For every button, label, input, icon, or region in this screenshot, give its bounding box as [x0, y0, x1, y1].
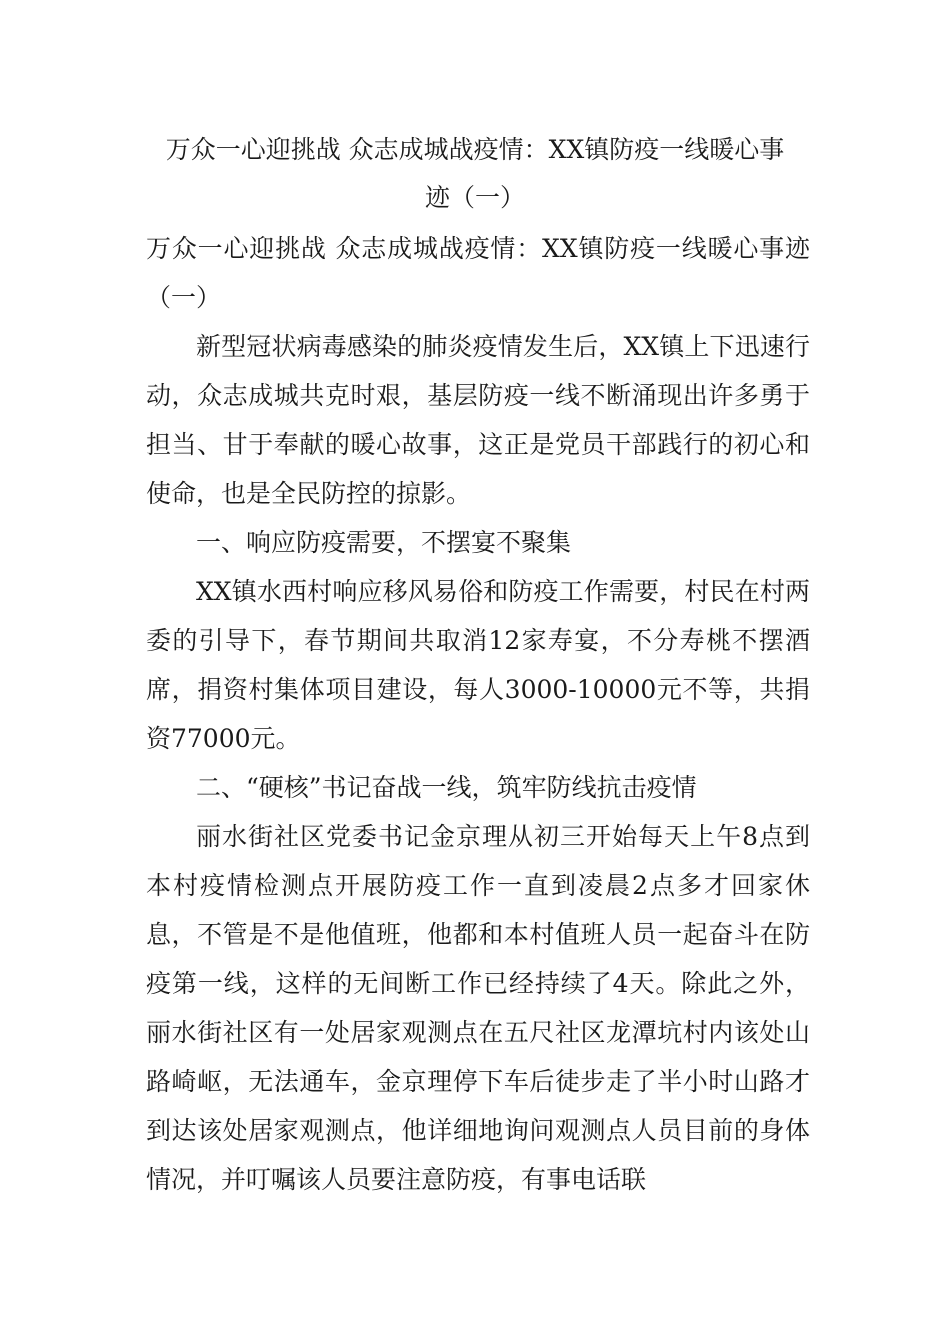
section-1-paragraph: XX镇水西村响应移风易俗和防疫工作需要，村民在村两委的引导下，春节期间共取消12家寿宴，不分寿桃不摆酒席，捐资村集体项目建设，每人3000-10000元不等，共捐资77000元。	[146, 577, 810, 753]
subtitle-paragraph: 万众一心迎挑战 众志成城战疫情：XX镇防疫一线暖心事迹（一）	[146, 234, 810, 312]
title-line-1: 万众一心迎挑战 众志成城战疫情：XX镇防疫一线暖心事	[165, 135, 785, 164]
title-line-2: 迹（一）	[424, 183, 525, 212]
intro-paragraph: 新型冠状病毒感染的肺炎疫情发生后，XX镇上下迅速行动，众志成城共克时艰，基层防疫一线不断涌现出许多勇于担当、甘于奉献的暖心故事，这正是党员干部践行的初心和使命，也是全民防控的掠影。	[146, 332, 810, 508]
section-heading-2: 二、“硬核”书记奋战一线，筑牢防线抗击疫情	[196, 773, 697, 802]
section-heading-1: 一、响应防疫需要，不摆宴不聚集	[196, 528, 572, 557]
document-body	[146, 224, 810, 1204]
section-2-paragraph: 丽水街社区党委书记金京理从初三开始每天上午8点到本村疫情检测点开展防疫工作一直到凌晨2点多才回家休息，不管是不是他值班，他都和本村值班人员一起奋斗在防疫第一线，这样的无间断工作已经持续了4天。除此之外，丽水街社区有一处居家观测点在五尺社区龙潭坑村内该处山路崎岖，无法通车，金京理停下车后徒步走了半小时山路才到达该处居家观测点，他详细地询问观测点人员目前的身体情况，并叮嘱该人员要注意防疫，有事电话联	[146, 822, 810, 1194]
document-title	[140, 126, 810, 222]
